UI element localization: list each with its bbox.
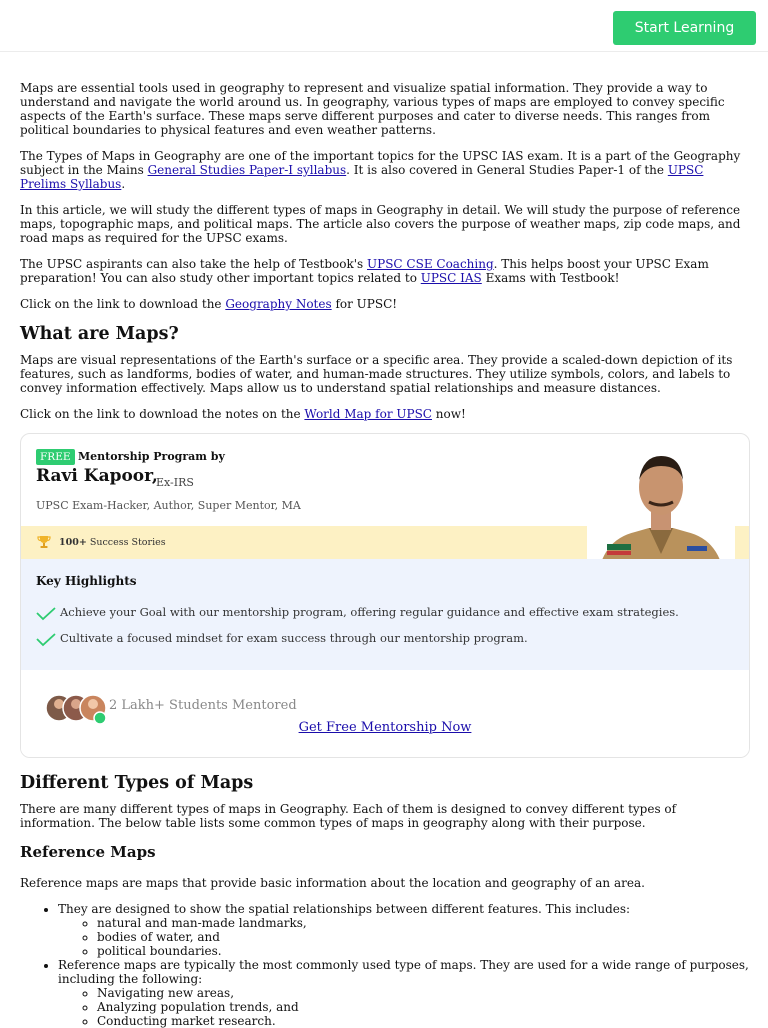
intro-paragraph-4 xyxy=(20,257,750,285)
highlight-text: Cultivate a focused mindset for exam success through our mentorship program. xyxy=(60,631,528,645)
intro-paragraph-1: Maps are essential tools used in geography to represent and visualize spatial information. They provide a way to understand and navigate the world around us. In geography, various types of maps are employed to convey specific aspects of the Earth's surface. These maps serve different purposes and cater to diverse needs. This ranges from political boundaries to physical features and even weather patterns. xyxy=(20,81,725,137)
reference-maps-heading: Reference Maps xyxy=(20,843,156,861)
mentored-section xyxy=(21,670,749,757)
free-badge: FREE xyxy=(36,449,75,465)
list-item xyxy=(58,902,750,958)
text: for UPSC! xyxy=(331,297,398,311)
geography-notes-link[interactable]: Geography Notes xyxy=(225,297,332,311)
upsc-ias-link[interactable]: UPSC IAS xyxy=(420,271,482,285)
different-types-paragraph: There are many different types of maps in Geography. Each of them is designed to convey different types of information. The below table lists some common types of maps in geography along with their purpose. xyxy=(20,802,677,830)
intro-paragraph-5 xyxy=(20,297,750,311)
mentor-ex-irs: Ex-IRS xyxy=(156,476,194,489)
highlight-text: Achieve your Goal with our mentorship program, offering regular guidance and effective exam strategies. xyxy=(60,605,679,619)
text: The UPSC aspirants can also take the help of Testbook's xyxy=(20,257,368,271)
students-mentored-text: 2 Lakh+ Students Mentored xyxy=(109,698,297,713)
text: Exams with Testbook! xyxy=(481,271,620,285)
success-stories-text xyxy=(59,536,166,550)
key-highlights-section xyxy=(21,559,749,670)
text: . It is also covered in General Studies Paper-1 of the xyxy=(346,163,668,177)
check-icon xyxy=(36,607,56,621)
article-body xyxy=(20,81,750,1028)
text: . This helps boost your UPSC Exam preparation! You can also study other important topics related to xyxy=(20,257,709,285)
trophy-icon xyxy=(36,534,52,550)
text: now! xyxy=(431,407,466,421)
top-bar xyxy=(0,0,768,52)
reference-maps-list xyxy=(20,902,750,1028)
sub-list-item: ◦ natural and man-made landmarks, xyxy=(97,916,750,930)
get-free-mentorship-link[interactable]: Get Free Mentorship Now xyxy=(298,720,472,735)
intro-paragraph-2 xyxy=(20,149,750,191)
mentorship-card xyxy=(20,433,750,758)
cta-wrapper xyxy=(21,721,749,735)
sub-list xyxy=(58,916,750,958)
mentor-subtitle: UPSC Exam-Hacker, Author, Super Mentor, MA xyxy=(36,499,301,512)
what-are-maps-heading: What are Maps? xyxy=(20,324,179,344)
start-learning-button[interactable]: Start Learning xyxy=(613,11,756,45)
what-are-maps-paragraph: Maps are visual representations of the Earth's surface or a specific area. They provide a scaled-down depiction of its features, such as landforms, bodies of water, and human-made structures. They utilize symbols, colors, and labels to convey information effectively. Maps allow us to understand spatial relationships and measure distances. xyxy=(20,353,733,395)
key-highlights-title: Key Highlights xyxy=(36,574,137,588)
mentor-name: Ravi Kapoor, xyxy=(36,466,158,486)
list-item-text: Reference maps are typically the most commonly used type of maps. They are used for a wide range of purposes, including the following: xyxy=(58,958,749,986)
upsc-prelims-syllabus-link[interactable]: UPSC Prelims Syllabus xyxy=(20,163,704,191)
sub-list-item: ◦ bodies of water, and xyxy=(97,930,750,944)
text: Click on the link to download the notes on the xyxy=(20,407,305,421)
different-types-heading: Different Types of Maps xyxy=(20,773,254,793)
program-label: Mentorship Program by xyxy=(78,450,225,463)
sub-list-item: ◦ Analyzing population trends, and xyxy=(97,1000,750,1014)
text: . xyxy=(121,177,126,191)
success-label: Success Stories xyxy=(86,537,166,548)
list-item xyxy=(58,958,750,1028)
reference-maps-paragraph: Reference maps are maps that provide basic information about the location and geography of an area. xyxy=(20,876,645,890)
text: Click on the link to download the xyxy=(20,297,226,311)
sub-list xyxy=(58,986,750,1028)
sub-list-item: ◦ Conducting market research. xyxy=(97,1014,750,1028)
world-map-link[interactable]: World Map for UPSC xyxy=(304,407,432,421)
sub-list-item: ◦ Navigating new areas, xyxy=(97,986,750,1000)
success-count: 100+ xyxy=(59,537,87,548)
gs-paper-1-syllabus-link[interactable]: General Studies Paper-I syllabus xyxy=(147,163,347,177)
list-item-text: They are designed to show the spatial relationships between different features. This includes: xyxy=(58,902,631,916)
intro-paragraph-3: In this article, we will study the different types of maps in Geography in detail. We will study the purpose of reference maps, topographic maps, and political maps. The article also covers the purpose of weather maps, zip code maps, and road maps as required for the UPSC exams. xyxy=(20,203,741,245)
sub-list-item: ◦ political boundaries. xyxy=(97,944,750,958)
world-map-paragraph xyxy=(20,407,750,421)
text: The Types of Maps in Geography are one of the important topics for the UPSC IAS exam. It is a part of the Geography subject in the Mains xyxy=(20,149,741,177)
upsc-cse-coaching-link[interactable]: UPSC CSE Coaching xyxy=(367,257,494,271)
student-avatars xyxy=(45,694,111,724)
check-icon xyxy=(36,633,56,647)
